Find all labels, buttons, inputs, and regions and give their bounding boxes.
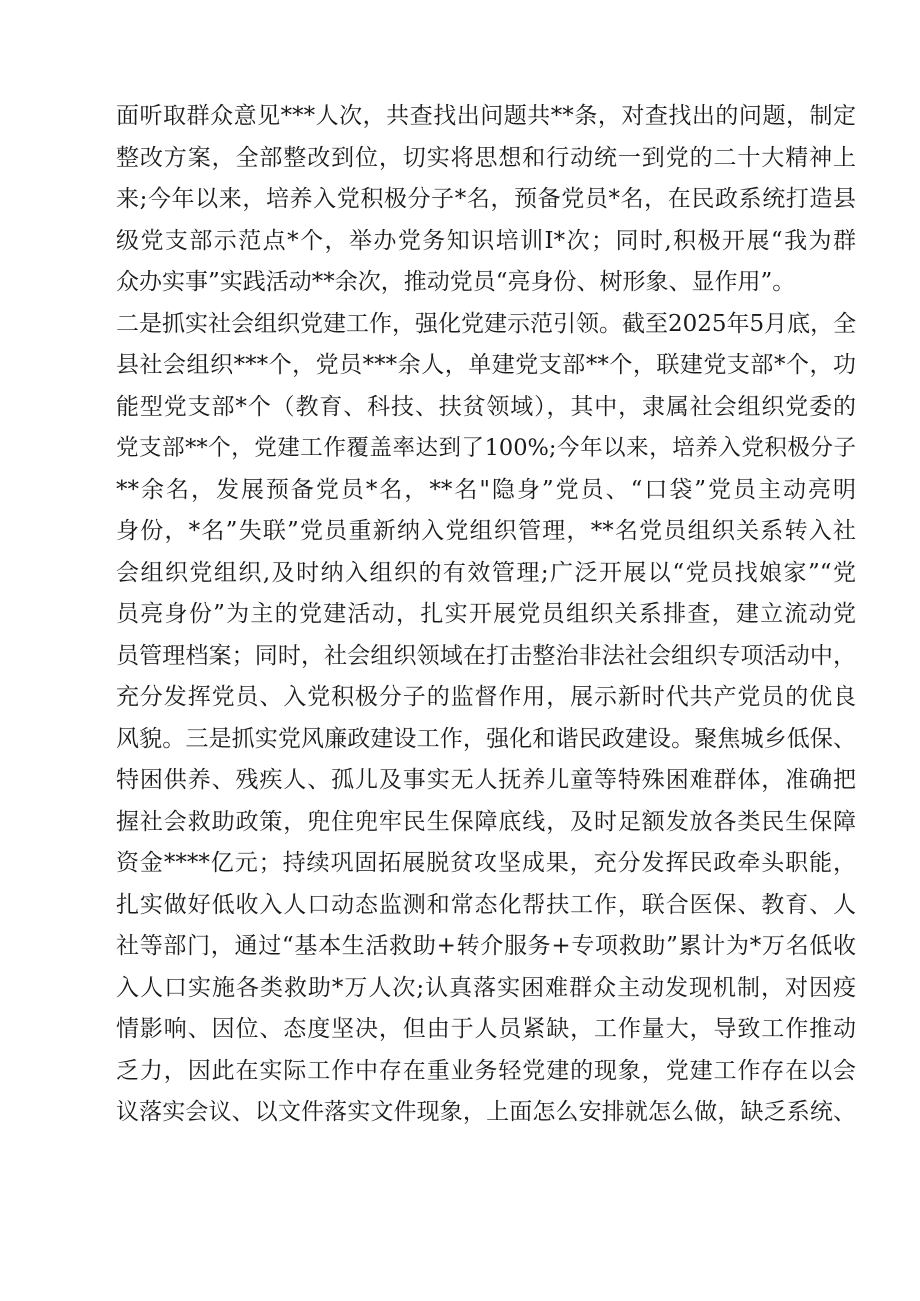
- text-line: 来;今年以来，培养入党积极分子*名，预备党员*名，在民政系统打造县: [116, 186, 856, 212]
- text-line: 面听取群众意见***人次，共查找出问题共**条，对查找出的问题，制定: [116, 103, 856, 129]
- text-line: 充分发挥党员、入党积极分子的监督作用，展示新时代共产党员的优良: [116, 684, 856, 710]
- text-line: 情影响、因位、态度坚决，但由于人员紧缺，工作量大，导致工作推动: [116, 1016, 856, 1042]
- text-line: 入人口实施各类救助*万人次;认真落实困难群众主动发现机制，对因疫: [116, 974, 856, 1001]
- text-line: 员亮身份”为主的党建活动，扎实开展党员组织关系排查，建立流动党: [116, 601, 856, 627]
- text-line: 二是抓实社会组织党建工作，强化党建示范引领。截至2025年5月底，全: [116, 310, 856, 337]
- text-line: 员管理档案；同时，社会组织领域在打击整治非法社会组织专项活动中，: [116, 642, 856, 669]
- text-line: 风貌。三是抓实党风廉政建设工作，强化和谐民政建设。聚焦城乡低保、: [116, 725, 856, 752]
- text-line: 众办实事”实践活动**余次，推动党员“亮身份、树形象、显作用”。: [116, 269, 796, 295]
- text-line: 特困供养、残疾人、孤儿及事实无人抚养儿童等特殊困难群体，准确把: [116, 767, 856, 793]
- text-line: 资金****亿元；持续巩固拓展脱贫攻坚成果，充分发挥民政牵头职能，: [116, 850, 856, 876]
- text-line: 会组织党组织,及时纳入组织的有效管理;广泛开展以“党员找娘家”“党: [116, 559, 856, 586]
- text-line: 议落实会议、以文件落实文件现象，上面怎么安排就怎么做，缺乏系统、: [116, 1099, 856, 1125]
- text-line: 党支部**个，党建工作覆盖率达到了100%;今年以来，培养入党积极分子: [116, 435, 856, 461]
- text-line: 级党支部示范点*个，举办党务知识培训I*次；同时,积极开展“我为群: [116, 227, 856, 254]
- text-line: 社等部门，通过“基本生活救助+转介服务+专项救助”累计为*万名低收: [116, 933, 856, 959]
- body-text: [116, 96, 856, 1134]
- text-line: 身份，*名”失联”党员重新纳入党组织管理，**名党员组织关系转入社: [116, 518, 856, 544]
- text-line: 握社会救助政策，兜住兜牢民生保障底线，及时足额发放各类民生保障: [116, 808, 856, 835]
- text-line: 整改方案，全部整改到位，切实将思想和行动统一到党的二十大精神上: [116, 144, 856, 171]
- text-line: 能型党支部*个（教育、科技、扶贫领域），其中，隶属社会组织党委的: [116, 393, 856, 420]
- text-line: 县社会组织***个，党员***余人，单建党支部**个，联建党支部*个，功: [116, 352, 856, 378]
- text-line: 扎实做好低收入人口动态监测和常态化帮扶工作，联合医保、教育、人: [116, 891, 856, 918]
- text-line: 乏力，因此在实际工作中存在重业务轻党建的现象，党建工作存在以会: [116, 1057, 856, 1084]
- text-line: **余名，发展预备党员*名，**名"隐身”党员、“口袋”党员主动亮明: [116, 476, 856, 503]
